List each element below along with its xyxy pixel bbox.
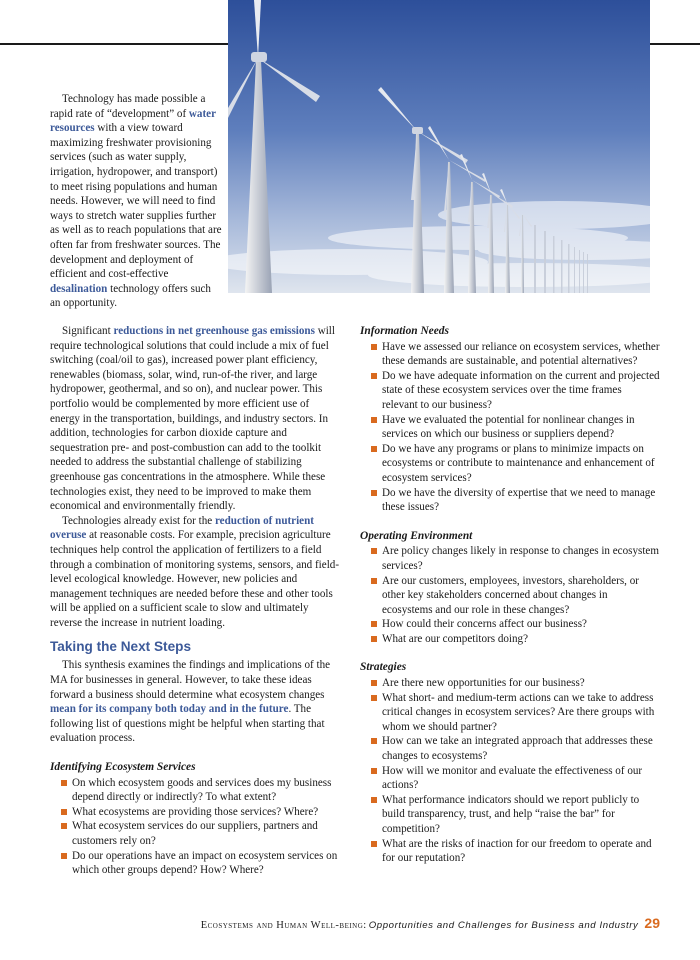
list-item: What ecosystems are providing those services? Where? [50,805,340,820]
section-heading-next-steps: Taking the Next Steps [50,639,192,655]
bullet-square-icon [371,768,377,774]
bullet-square-icon [371,373,377,379]
greenhouse-paragraph: Significant reductions in net greenhouse gas emissions will require technological solutions that could include a mix of fuel switching (coal/oil to gas), increased power plant efficiency, renewables (biomass, solar, wind, run-of-the river, and large hydropower, geothermal, and so on), and nuclear power. This portfolio would be complemented by more efficient use of energy in the transportation, buildings, and industry sectors. In addition, technologies for carbon dioxide capture and sequestration pre- and post-combustion can add to the toolkit needed to address the substantial challenge of stabilizing greenhouse gas concentrations in the atmosphere. While these technologies exist, they need to be improved to make them economical and environmentally friendly. [50,325,335,513]
information-needs-list [360,340,660,515]
bullet-square-icon [371,621,377,627]
bullet-square-icon [371,797,377,803]
list-item: What short- and medium-term actions can we take to address critical changes in ecosystem services? Are there groups with whom we should partner? [360,691,660,735]
right-column [360,324,660,866]
footer-subtitle: Opportunities and Challenges for Business and Industry [368,920,639,931]
footer-publication-title: Ecosystems and Human Well-being: [200,920,367,931]
list-item: What are our competitors doing? [360,632,660,647]
list-item: Do we have the diversity of expertise that we need to manage these issues? [360,486,660,515]
link-desalination[interactable]: desalination [50,282,108,295]
link-greenhouse-reductions[interactable]: reductions in net greenhouse gas emissions [113,325,315,337]
link-mean-for-company[interactable]: mean for its company both today and in the future [50,703,289,716]
subheading-identifying: Identifying Ecosystem Services [50,761,196,774]
next-steps-paragraph: This synthesis examines the findings and implications of the MA for businesses in general. However, to take these ideas forward a business should determine what ecosystem changes mean for its company both today and in the future. The following list of questions might be helpful when starting that evaluation process. [50,659,331,745]
list-item: What are the risks of inaction for our freedom to operate and for our reputation? [360,837,660,866]
subheading-strategies: Strategies [360,661,407,674]
intro-column [50,92,222,311]
header-rule-left [0,43,228,45]
bullet-square-icon [61,780,67,786]
wind-turbines-photo [228,0,650,293]
list-item: How will we monitor and evaluate the effectiveness of our actions? [360,764,660,793]
bullet-square-icon [371,738,377,744]
operating-environment-list [360,544,660,646]
subheading-operating-environment: Operating Environment [360,529,473,542]
bullet-square-icon [371,636,377,642]
bullet-square-icon [371,578,377,584]
bullet-square-icon [371,490,377,496]
page-number: 29 [644,915,660,931]
nutrient-paragraph: Technologies already exist for the reduction of nutrient overuse at reasonable costs. For example, precision agriculture techniques help control the application of fertilizers to a field through a combination of monitoring systems, sensors, and field-level ecological knowledge. However, new policies and management techniques are needed before these and other tools will be applied on a sufficient scale to slow and ultimately reverse the increase in nutrient loading. [50,514,340,629]
list-item: What performance indicators should we report publicly to build transparency, trust, and help “raise the bar” for competition? [360,793,660,837]
identifying-list [50,776,340,878]
left-column [50,324,340,878]
list-item: How could their concerns affect our business? [360,617,660,632]
bullet-square-icon [371,446,377,452]
list-item: Have we assessed our reliance on ecosystem services, whether these demands are sustainable, and potential alternatives? [360,340,660,369]
list-item: What ecosystem services do our suppliers, partners and customers rely on? [50,819,340,848]
list-item: Do we have any programs or plans to minimize impacts on ecosystems or contribute to maintenance and enhancement of ecosystem services? [360,442,660,486]
header-rule-right [650,43,700,45]
list-item: Are there new opportunities for our business? [360,676,660,691]
subheading-information-needs: Information Needs [360,325,449,337]
list-item: Are policy changes likely in response to changes in ecosystem services? [360,544,660,573]
bullet-square-icon [371,548,377,554]
bullet-square-icon [61,809,67,815]
intro-paragraph: Technology has made possible a rapid rate of “development” of water resources with a view toward maximizing freshwater provisioning services (such as water supply, irrigation, hydropower, and transport) to meet rising populations and human needs. However, we will need to find ways to stretch water supplies further as well as to reach populations that are often far from freshwater sources. The development and deployment of efficient and cost-effective desalination technology offers such an opportunity. [50,93,222,310]
page-footer [201,915,660,931]
list-item: Have we evaluated the potential for nonlinear changes in services on which our business or suppliers depend? [360,413,660,442]
list-item: Are our customers, employees, investors, shareholders, or other key stakeholders concerned about changes in ecosystems and our role in these changes? [360,574,660,618]
bullet-square-icon [371,417,377,423]
bullet-square-icon [371,344,377,350]
list-item: How can we take an integrated approach that addresses these changes to ecosystems? [360,734,660,763]
bullet-square-icon [371,841,377,847]
link-water-resources[interactable]: water resources [50,107,216,135]
list-item: On which ecosystem goods and services does my business depend directly or indirectly? To what extent? [50,776,340,805]
link-nutrient-overuse[interactable]: reduction of nutrient overuse [50,514,314,542]
bullet-square-icon [371,695,377,701]
bullet-square-icon [61,823,67,829]
list-item: Do we have adequate information on the current and projected state of these ecosystem services over the time frames relevant to our business? [360,369,660,413]
list-item: Do our operations have an impact on ecosystem services on which other groups depend? How? Where? [50,849,340,878]
bullet-square-icon [371,680,377,686]
strategies-list [360,676,660,866]
bullet-square-icon [61,853,67,859]
